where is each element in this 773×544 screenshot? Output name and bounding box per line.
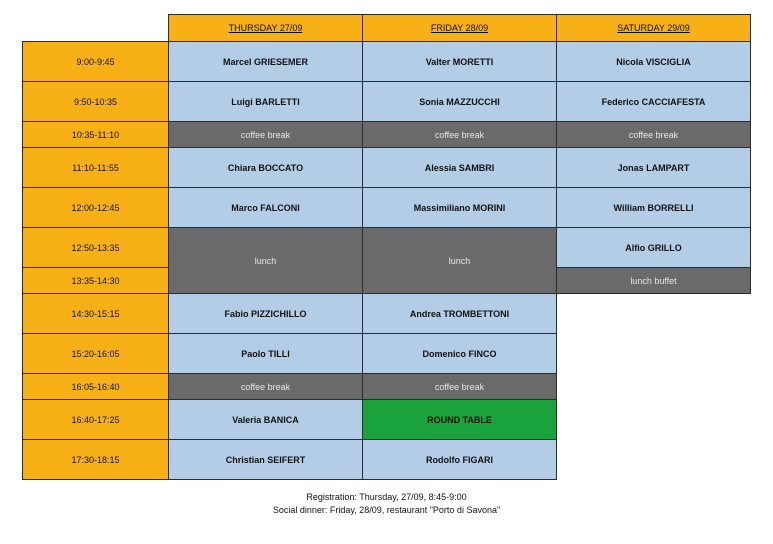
empty-cell (557, 440, 751, 480)
round-table-cell: ROUND TABLE (363, 400, 557, 440)
talk-cell: Alfio GRILLO (557, 228, 751, 268)
talk-cell: Massimiliano MORINI (363, 188, 557, 228)
time-slot: 9:00-9:45 (23, 42, 169, 82)
time-slot: 14:30-15:15 (23, 294, 169, 334)
time-slot: 16:40-17:25 (23, 400, 169, 440)
talk-cell: Jonas LAMPART (557, 148, 751, 188)
talk-cell: Rodolfo FIGARI (363, 440, 557, 480)
lunch-cell: lunch (363, 228, 557, 294)
lunch-cell: lunch (169, 228, 363, 294)
coffee-break-cell: coffee break (169, 122, 363, 148)
talk-cell: Marco FALCONI (169, 188, 363, 228)
time-slot: 9:50-10:35 (23, 82, 169, 122)
day-header-friday: FRIDAY 28/09 (363, 15, 557, 42)
talk-cell: Andrea TROMBETTONI (363, 294, 557, 334)
talk-cell: William BORRELLI (557, 188, 751, 228)
schedule-table (22, 14, 751, 480)
talk-cell: Alessia SAMBRI (363, 148, 557, 188)
talk-cell: Nicola VISCIGLIA (557, 42, 751, 82)
talk-cell: Valeria BANICA (169, 400, 363, 440)
day-header-saturday: SATURDAY 29/09 (557, 15, 751, 42)
talk-cell: Valter MORETTI (363, 42, 557, 82)
time-slot: 12:50-13:35 (23, 228, 169, 268)
time-slot: 11:10-11:55 (23, 148, 169, 188)
coffee-break-cell: coffee break (557, 122, 751, 148)
coffee-break-cell: coffee break (169, 374, 363, 400)
coffee-break-cell: coffee break (363, 122, 557, 148)
talk-cell: Federico CACCIAFESTA (557, 82, 751, 122)
registration-note: Registration: Thursday, 27/09, 8:45-9:00 (306, 492, 467, 502)
talk-cell: Luigi BARLETTI (169, 82, 363, 122)
coffee-break-cell: coffee break (363, 374, 557, 400)
time-slot: 12:00-12:45 (23, 188, 169, 228)
talk-cell: Christian SEIFERT (169, 440, 363, 480)
talk-cell: Marcel GRIESEMER (169, 42, 363, 82)
empty-cell (557, 294, 751, 334)
day-header-thursday: THURSDAY 27/09 (169, 15, 363, 42)
empty-cell (557, 374, 751, 400)
talk-cell: Domenico FINCO (363, 334, 557, 374)
talk-cell: Sonia MAZZUCCHI (363, 82, 557, 122)
corner-cell (23, 15, 169, 42)
talk-cell: Paolo TILLI (169, 334, 363, 374)
talk-cell: Chiara BOCCATO (169, 148, 363, 188)
empty-cell (557, 400, 751, 440)
time-slot: 10:35-11:10 (23, 122, 169, 148)
time-slot: 17:30-18:15 (23, 440, 169, 480)
lunch-buffet-cell: lunch buffet (557, 268, 751, 294)
time-slot: 13:35-14:30 (23, 268, 169, 294)
talk-cell: Fabio PIZZICHILLO (169, 294, 363, 334)
social-dinner-note: Social dinner: Friday, 28/09, restaurant "Porto di Savona" (272, 505, 501, 515)
empty-cell (557, 334, 751, 374)
time-slot: 16:05-16:40 (23, 374, 169, 400)
time-slot: 15:20-16:05 (23, 334, 169, 374)
